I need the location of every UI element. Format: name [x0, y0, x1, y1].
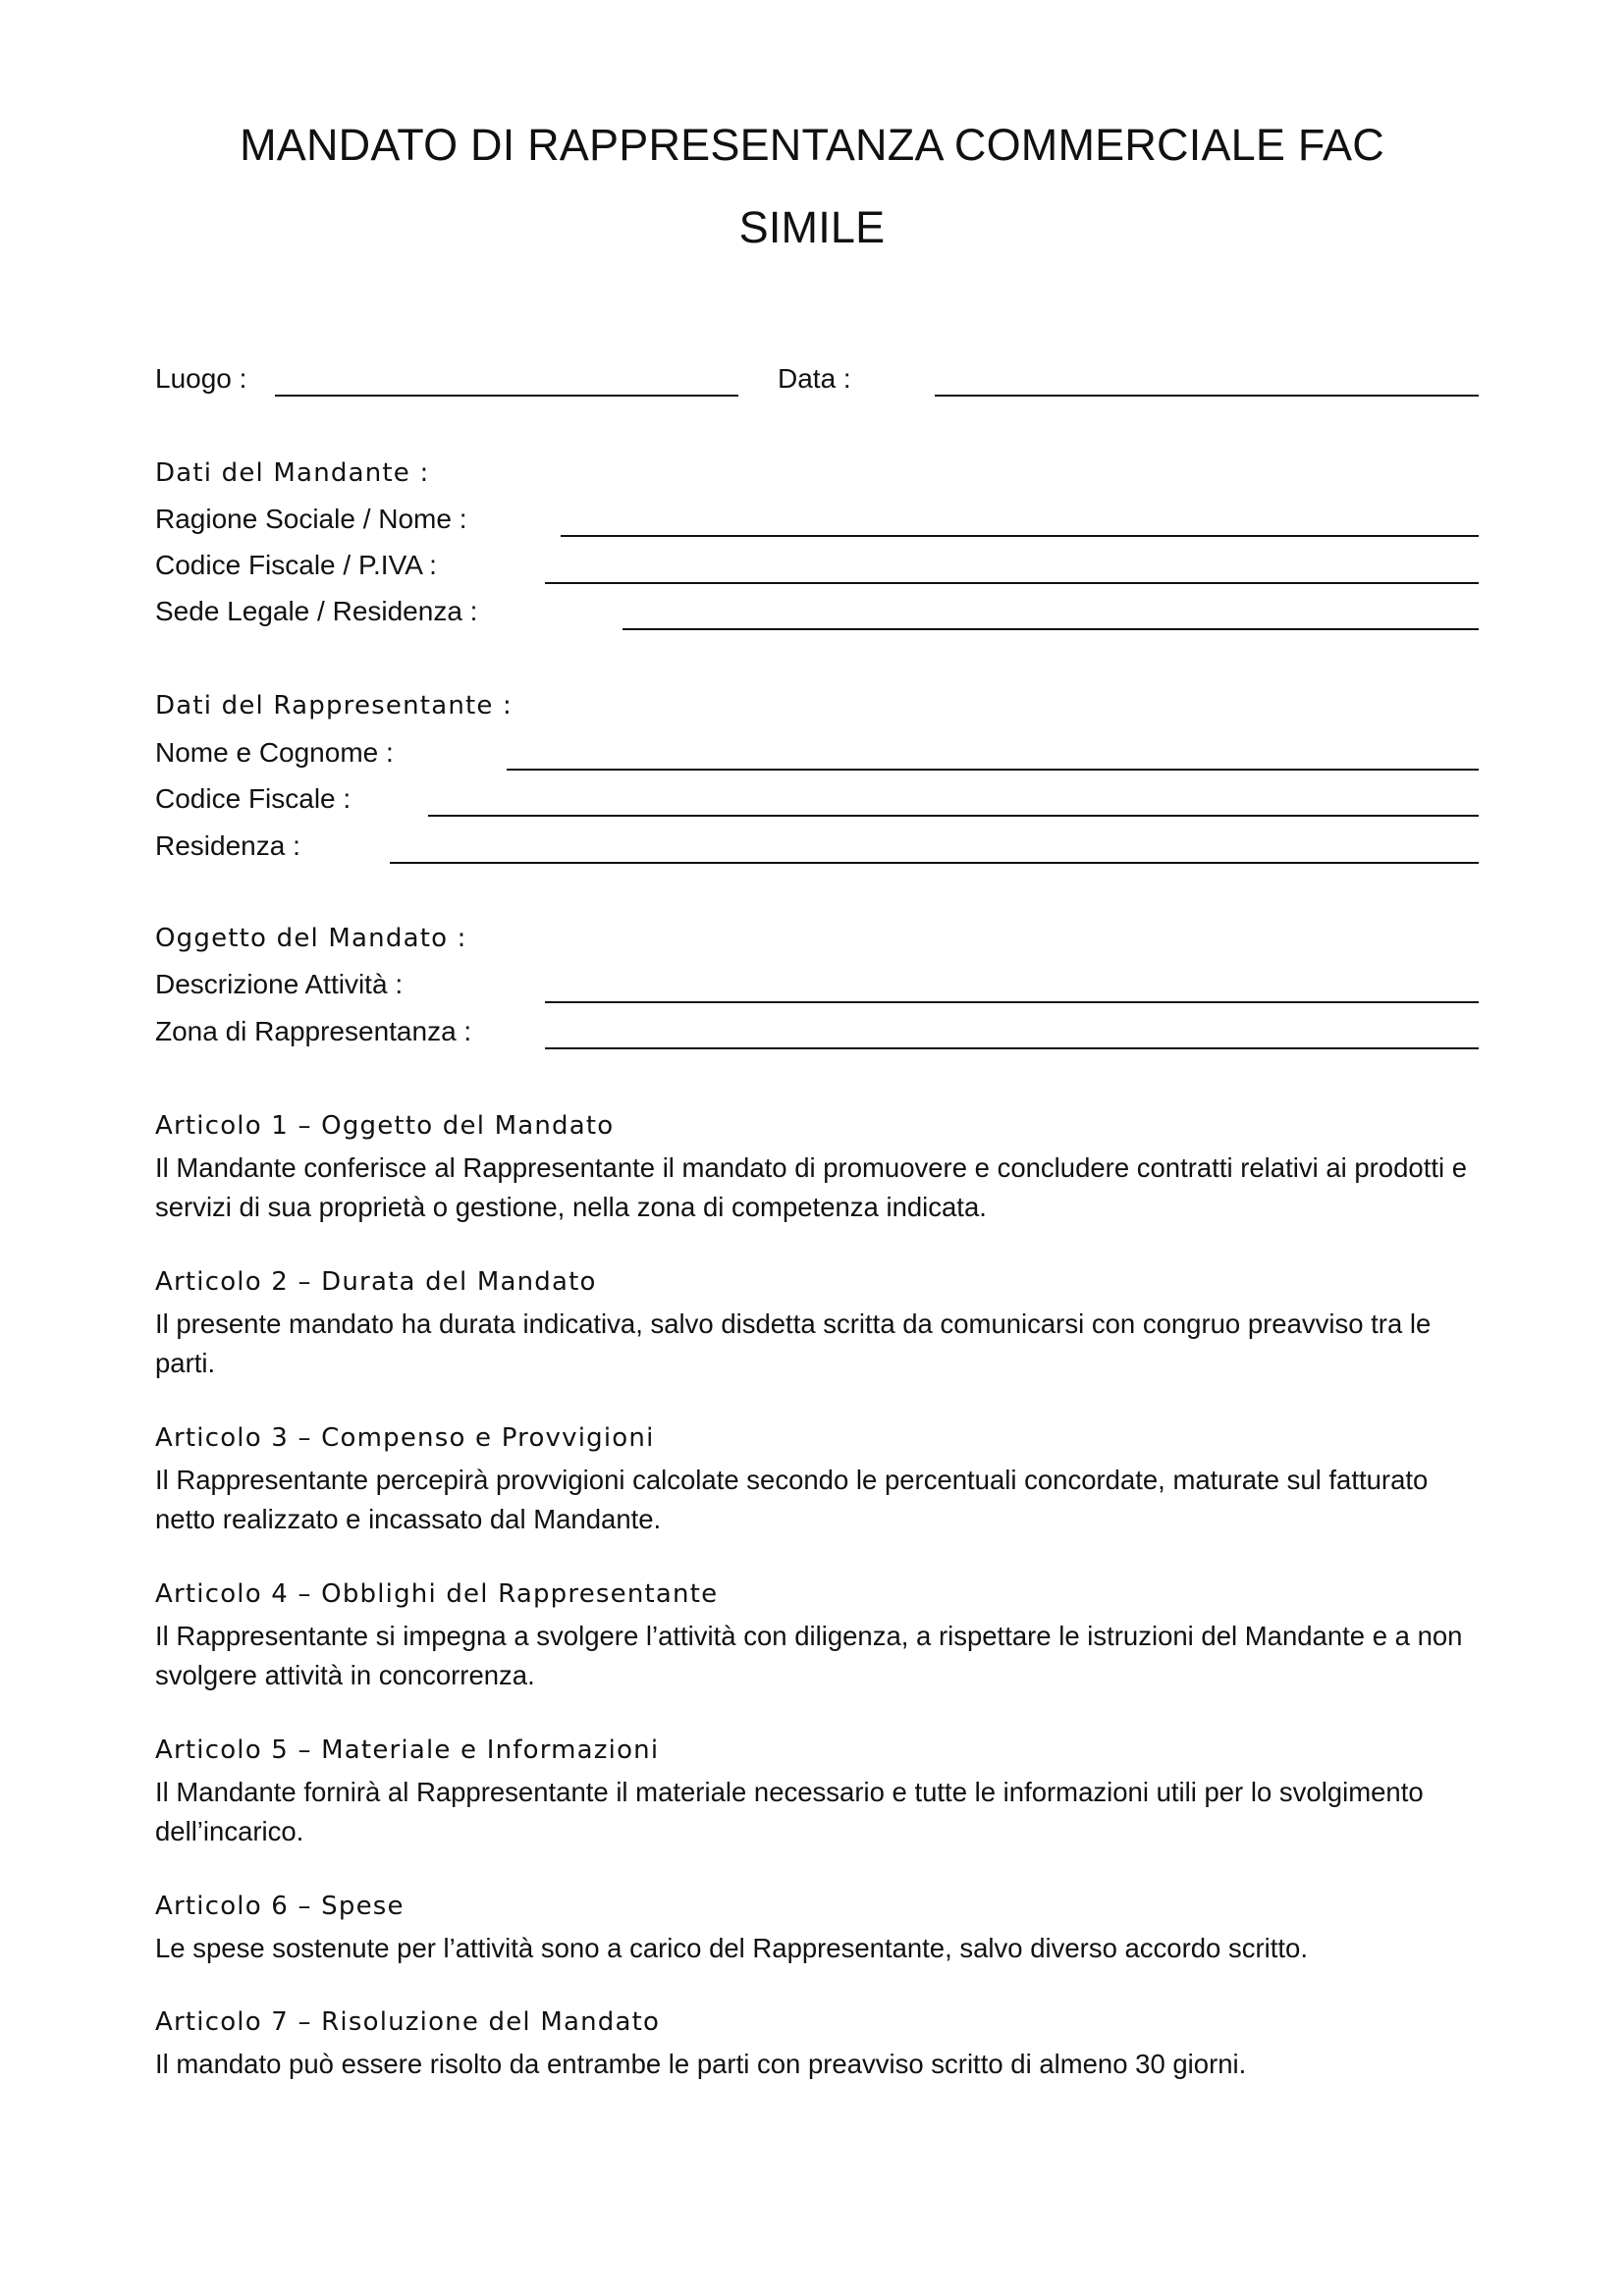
article-body: Il Mandante fornirà al Rappresentante il materiale necessario e tutte le informazioni utili per lo svolgimento dell’incarico.: [155, 1777, 1424, 1846]
document-title-line-1: MANDATO DI RAPPRESENTANZA COMMERCIALE FAC: [240, 120, 1384, 170]
article-title: Articolo 6 – Spese: [155, 1892, 405, 1921]
residenza-field[interactable]: [390, 862, 1479, 864]
article-body: Il presente mandato ha durata indicativa, salvo disdetta scritta da comunicarsi con congruo preavviso tra le parti.: [155, 1308, 1432, 1378]
document-title: [0, 104, 1624, 269]
article-5: [155, 1734, 1490, 1851]
article-body: Il Mandante conferisce al Rappresentante il mandato di promuovere e concludere contratti relativi ai prodotti e servizi di sua proprietà o gestione, nella zona di competenza indicata.: [155, 1152, 1468, 1222]
nome-cognome-label: Nome e Cognome :: [155, 737, 394, 768]
residenza-label: Residenza :: [155, 830, 300, 861]
article-title: Articolo 2 – Durata del Mandato: [155, 1267, 597, 1297]
descrizione-attivita-field[interactable]: [545, 1001, 1479, 1003]
ragione-sociale-field[interactable]: [561, 535, 1479, 537]
mandante-heading: Dati del Mandante :: [155, 458, 430, 488]
article-7: [155, 2005, 1490, 2084]
article-2: [155, 1265, 1490, 1383]
article-1: [155, 1109, 1490, 1227]
data-field[interactable]: [935, 395, 1479, 397]
document-title-line-2: SIMILE: [738, 202, 886, 252]
nome-cognome-field[interactable]: [507, 769, 1479, 771]
oggetto-heading: Oggetto del Mandato :: [155, 924, 467, 953]
zona-rappresentanza-label: Zona di Rappresentanza :: [155, 1016, 472, 1046]
article-body: Il mandato può essere risolto da entrambe le parti con preavviso scritto di almeno 30 giorni.: [155, 2049, 1247, 2079]
article-title: Articolo 5 – Materiale e Informazioni: [155, 1735, 660, 1765]
sede-legale-field[interactable]: [623, 628, 1479, 630]
luogo-label: Luogo :: [155, 363, 247, 394]
zona-rappresentanza-field[interactable]: [545, 1047, 1479, 1049]
data-label: Data :: [778, 363, 851, 394]
descrizione-attivita-label: Descrizione Attività :: [155, 969, 404, 999]
article-title: Articolo 1 – Oggetto del Mandato: [155, 1111, 615, 1141]
codice-fiscale-field[interactable]: [428, 815, 1479, 817]
article-body: Il Rappresentante si impegna a svolgere l’attività con diligenza, a rispettare le istruzioni del Mandante e a non svolgere attività in concorrenza.: [155, 1621, 1463, 1690]
sede-legale-label: Sede Legale / Residenza :: [155, 596, 478, 626]
luogo-field[interactable]: [275, 395, 738, 397]
ragione-sociale-label: Ragione Sociale / Nome :: [155, 504, 467, 534]
rappresentante-heading: Dati del Rappresentante :: [155, 691, 514, 721]
article-title: Articolo 3 – Compenso e Provvigioni: [155, 1423, 655, 1453]
article-6: [155, 1890, 1490, 1968]
codice-fiscale-piva-field[interactable]: [545, 582, 1479, 584]
article-4: [155, 1577, 1490, 1695]
article-body: Le spese sostenute per l’attività sono a carico del Rappresentante, salvo diverso accordo scritto.: [155, 1933, 1308, 1963]
article-3: [155, 1421, 1490, 1539]
article-body: Il Rappresentante percepirà provvigioni calcolate secondo le percentuali concordate, maturate sul fatturato netto realizzato e incassato dal Mandante.: [155, 1465, 1429, 1534]
article-title: Articolo 7 – Risoluzione del Mandato: [155, 2007, 661, 2037]
article-title: Articolo 4 – Obblighi del Rappresentante: [155, 1579, 719, 1609]
codice-fiscale-piva-label: Codice Fiscale / P.IVA :: [155, 550, 437, 580]
codice-fiscale-label: Codice Fiscale :: [155, 783, 352, 814]
